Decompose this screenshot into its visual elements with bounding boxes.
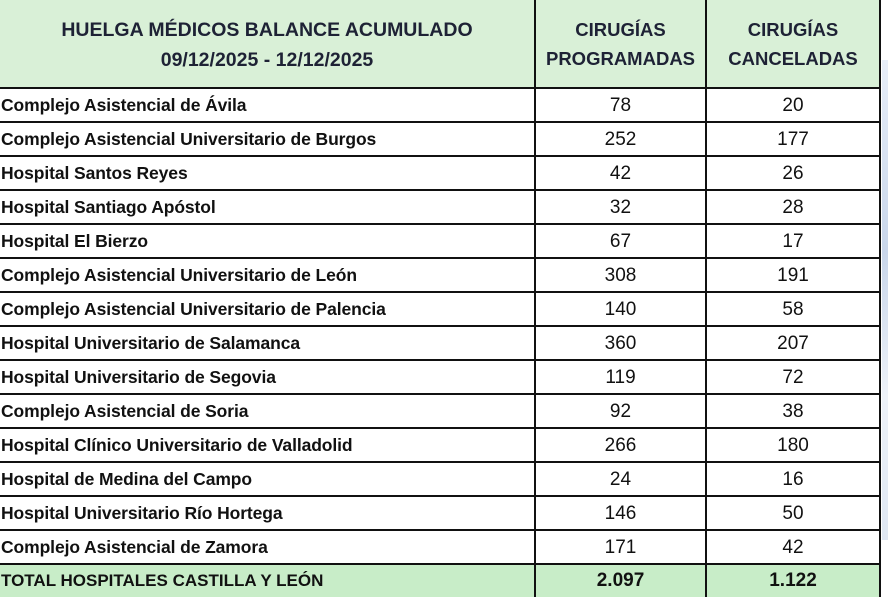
canceladas-cell[interactable]: 28: [706, 190, 880, 224]
canceladas-cell[interactable]: 177: [706, 122, 880, 156]
col-header-programadas-line1: CIRUGÍAS: [575, 18, 666, 40]
canceladas-cell[interactable]: 72: [706, 360, 880, 394]
canceladas-cell[interactable]: 26: [706, 156, 880, 190]
table-row: [0, 156, 880, 190]
programadas-cell[interactable]: 24: [535, 462, 706, 496]
table-body: [0, 88, 880, 564]
table-row: [0, 462, 880, 496]
col-header-programadas-line2: PROGRAMADAS: [545, 47, 696, 69]
table-row: [0, 326, 880, 360]
canceladas-cell[interactable]: 16: [706, 462, 880, 496]
hospital-name-cell[interactable]: Hospital Universitario Río Hortega: [0, 496, 535, 530]
programadas-cell[interactable]: 171: [535, 530, 706, 564]
table-row: [0, 292, 880, 326]
table-row: [0, 530, 880, 564]
hospital-name-cell[interactable]: Complejo Asistencial Universitario de León: [0, 258, 535, 292]
table-row: [0, 258, 880, 292]
col-header-canceladas-line2: CANCELADAS: [728, 47, 858, 69]
hospital-name-cell[interactable]: Complejo Asistencial Universitario de Burgos: [0, 122, 535, 156]
hospital-name-cell[interactable]: Complejo Asistencial de Soria: [0, 394, 535, 428]
table-row: [0, 428, 880, 462]
programadas-cell[interactable]: 146: [535, 496, 706, 530]
programadas-cell[interactable]: 67: [535, 224, 706, 258]
hospital-name-cell[interactable]: Hospital Universitario de Salamanca: [0, 326, 535, 360]
hospital-name-cell[interactable]: Hospital El Bierzo: [0, 224, 535, 258]
col-header-canceladas-line1: CIRUGÍAS: [747, 18, 839, 40]
canceladas-cell[interactable]: 38: [706, 394, 880, 428]
hospital-name-cell[interactable]: Hospital Santos Reyes: [0, 156, 535, 190]
canceladas-cell[interactable]: 207: [706, 326, 880, 360]
table-row: [0, 224, 880, 258]
date-range: 09/12/2025 - 12/12/2025: [160, 48, 374, 71]
table-row: [0, 122, 880, 156]
header-row: [0, 0, 880, 88]
canceladas-cell[interactable]: 50: [706, 496, 880, 530]
programadas-cell[interactable]: 42: [535, 156, 706, 190]
programadas-cell[interactable]: 252: [535, 122, 706, 156]
hospital-name-cell[interactable]: Hospital de Medina del Campo: [0, 462, 535, 496]
col-header-canceladas[interactable]: [706, 0, 880, 88]
canceladas-cell[interactable]: 191: [706, 258, 880, 292]
table-row: [0, 88, 880, 122]
hospital-name-cell[interactable]: Hospital Universitario de Segovia: [0, 360, 535, 394]
table-row: [0, 360, 880, 394]
canceladas-cell[interactable]: 17: [706, 224, 880, 258]
window-edge: [882, 60, 888, 540]
table-row: [0, 394, 880, 428]
table-row: [0, 496, 880, 530]
table-title: HUELGA MÉDICOS BALANCE ACUMULADO: [61, 18, 473, 41]
programadas-cell[interactable]: 140: [535, 292, 706, 326]
canceladas-cell[interactable]: 20: [706, 88, 880, 122]
hospital-name-cell[interactable]: Hospital Santiago Apóstol: [0, 190, 535, 224]
hospital-name-cell[interactable]: Complejo Asistencial Universitario de Palencia: [0, 292, 535, 326]
canceladas-cell[interactable]: 180: [706, 428, 880, 462]
total-label-cell[interactable]: TOTAL HOSPITALES CASTILLA Y LEÓN: [0, 564, 535, 597]
total-programadas-cell[interactable]: 2.097: [535, 564, 706, 597]
programadas-cell[interactable]: 308: [535, 258, 706, 292]
col-header-programadas[interactable]: [535, 0, 706, 88]
hospital-name-cell[interactable]: Complejo Asistencial de Ávila: [0, 88, 535, 122]
programadas-cell[interactable]: 92: [535, 394, 706, 428]
table-title-cell[interactable]: [0, 0, 535, 88]
programadas-cell[interactable]: 360: [535, 326, 706, 360]
programadas-cell[interactable]: 266: [535, 428, 706, 462]
programadas-cell[interactable]: 78: [535, 88, 706, 122]
canceladas-cell[interactable]: 42: [706, 530, 880, 564]
hospital-name-cell[interactable]: Hospital Clínico Universitario de Valladolid: [0, 428, 535, 462]
programadas-cell[interactable]: 32: [535, 190, 706, 224]
total-canceladas-cell[interactable]: 1.122: [706, 564, 880, 597]
hospital-name-cell[interactable]: Complejo Asistencial de Zamora: [0, 530, 535, 564]
table-row: [0, 190, 880, 224]
programadas-cell[interactable]: 119: [535, 360, 706, 394]
canceladas-cell[interactable]: 58: [706, 292, 880, 326]
total-row: [0, 564, 880, 597]
